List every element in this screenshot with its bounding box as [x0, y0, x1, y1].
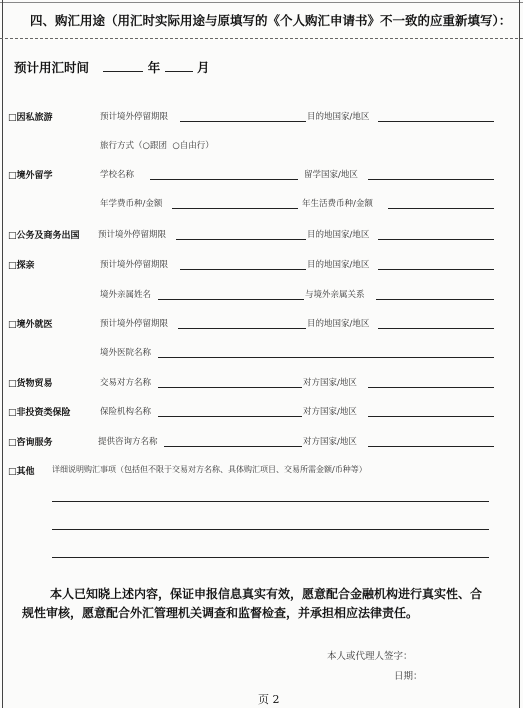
checkbox-family-visit[interactable]: □探亲	[8, 261, 35, 271]
field-blank[interactable]	[164, 446, 302, 447]
field-label: 目的地国家/地区	[307, 230, 370, 240]
field-blank[interactable]	[178, 328, 306, 329]
field-blank[interactable]	[388, 208, 494, 209]
option-independent[interactable]: ○自由行	[172, 141, 206, 151]
checkbox-other[interactable]: □其他	[8, 467, 35, 477]
field-label: 预计境外停留期限	[100, 260, 169, 270]
field-blank[interactable]	[376, 299, 494, 300]
page-border-right	[519, 0, 520, 708]
field-blank[interactable]	[150, 179, 298, 180]
field-blank[interactable]	[368, 387, 494, 388]
travel-mode-label: 旅行方式	[100, 141, 135, 151]
field-blank[interactable]	[378, 328, 494, 329]
month-unit: 月	[196, 60, 210, 75]
field-blank[interactable]	[378, 269, 494, 270]
other-description-line[interactable]	[52, 529, 489, 530]
field-blank[interactable]	[158, 387, 302, 388]
checkbox-goods-trade[interactable]: □货物贸易	[8, 379, 53, 389]
field-label: 目的地国家/地区	[307, 260, 370, 270]
field-label: 预计境外停留期限	[100, 319, 169, 329]
checkbox-medical-abroad[interactable]: □境外就医	[8, 320, 53, 330]
field-blank[interactable]	[158, 357, 494, 358]
field-blank[interactable]	[368, 446, 494, 447]
field-blank[interactable]	[158, 416, 302, 417]
field-label: 目的地国家/地区	[307, 319, 370, 329]
other-description-line[interactable]	[52, 557, 489, 558]
field-label: 境外医院名称	[100, 348, 152, 358]
checkbox-business-trip[interactable]: □公务及商务出国	[8, 231, 80, 241]
declaration-line-2: 规性审核，愿意配合外汇管理机关调查和监督检查，并承担相应法律责任。	[22, 606, 419, 620]
field-blank[interactable]	[176, 239, 306, 240]
field-label: 目的地国家/地区	[307, 112, 370, 122]
year-blank[interactable]	[103, 60, 143, 72]
other-description-line[interactable]	[52, 501, 489, 502]
year-unit: 年	[147, 60, 161, 75]
field-label: 与境外亲属关系	[305, 290, 365, 300]
signature-label: 本人或代理人签字：	[327, 651, 413, 662]
field-label: 对方国家/地区	[303, 407, 357, 417]
field-blank[interactable]	[378, 121, 494, 122]
other-description-label: 详细说明购汇事项（包括但不限于交易对方名称、具体购汇项目、交易所需金额/币种等）	[52, 465, 367, 474]
field-label: 预计境外停留期限	[98, 230, 167, 240]
field-blank[interactable]	[368, 416, 494, 417]
field-label: 预计境外停留期限	[100, 112, 169, 122]
field-label: 留学国家/地区	[304, 170, 358, 180]
dashed-divider	[0, 38, 523, 39]
checkbox-study-abroad[interactable]: □境外留学	[8, 171, 53, 181]
field-label: 交易对方名称	[100, 378, 152, 388]
field-label: 学校名称	[100, 170, 135, 180]
declaration-line-1: 本人已知晓上述内容，保证申报信息真实有效，愿意配合金融机构进行真实性、合	[50, 587, 483, 601]
field-blank[interactable]	[172, 208, 298, 209]
page-border-left	[2, 0, 3, 708]
section-title: 四、购汇用途（用汇时实际用途与原填写的《个人购汇申请书》不一致的应重新填写）：	[30, 13, 512, 28]
field-blank[interactable]	[368, 179, 494, 180]
page-number: 页 2	[258, 693, 280, 706]
field-label: 保险机构名称	[100, 407, 152, 417]
field-label: 提供咨询方名称	[98, 437, 158, 447]
checkbox-consulting[interactable]: □咨询服务	[8, 438, 53, 448]
field-label: 年学费币种/金额	[100, 199, 163, 209]
field-label: 对方国家/地区	[303, 378, 357, 388]
checkbox-insurance[interactable]: □非投资类保险	[8, 408, 71, 418]
travel-mode-row: 旅行方式（○跟团 ○自由行）	[100, 141, 214, 151]
field-label: 年生活费币种/金额	[302, 199, 373, 209]
planned-time-label: 预计用汇时间	[14, 60, 90, 75]
field-blank[interactable]	[180, 269, 306, 270]
checkbox-private-travel[interactable]: □因私旅游	[8, 113, 53, 123]
planned-time-row	[14, 58, 209, 76]
date-label: 日期：	[394, 671, 423, 682]
field-blank[interactable]	[180, 121, 306, 122]
month-blank[interactable]	[165, 60, 193, 72]
page-border-top	[0, 2, 523, 3]
option-group-tour[interactable]: ○跟团	[142, 141, 167, 151]
field-label: 对方国家/地区	[303, 437, 357, 447]
field-blank[interactable]	[158, 299, 304, 300]
field-label: 境外亲属姓名	[100, 290, 152, 300]
field-blank[interactable]	[378, 239, 494, 240]
